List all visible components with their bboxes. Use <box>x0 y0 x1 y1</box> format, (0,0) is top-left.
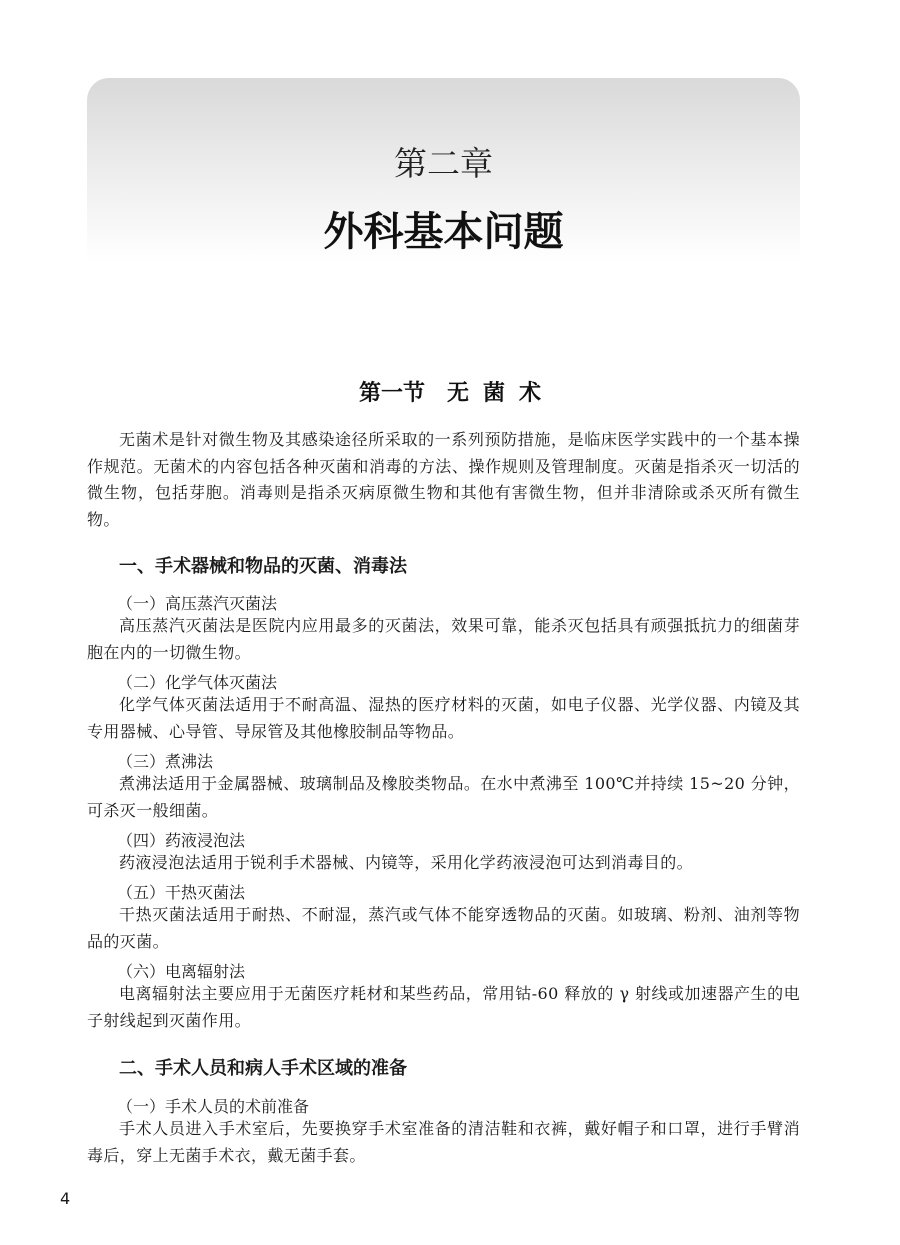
subsection-heading: （一）手术人员的术前准备 <box>117 1097 310 1116</box>
subsection-text: 手术人员进入手术室后，先要换穿手术室准备的清洁鞋和衣裤，戴好帽子和口罩，进行手臂消毒后，穿上无菌手术衣，戴无菌手套。 <box>87 1119 800 1165</box>
subsection-text: 干热灭菌法适用于耐热、不耐湿，蒸汽或气体不能穿透物品的灭菌。如玻璃、粉剂、油剂等物品的灭菌。 <box>87 905 800 951</box>
chapter-banner <box>87 78 800 263</box>
section-title-char-2: 菌 <box>483 381 506 406</box>
subsection-heading: （四）药液浸泡法 <box>117 831 246 850</box>
subsection-text: 高压蒸汽灭菌法是医院内应用最多的灭菌法，效果可靠，能杀灭包括具有顽强抵抗力的细菌芽胞在内的一切微生物。 <box>87 616 800 662</box>
subsection-text: 煮沸法适用于金属器械、玻璃制品及橡胶类物品。在水中煮沸至 100℃并持续 15~20 分钟，可杀灭一般细菌。 <box>87 774 800 820</box>
subsection-text: 药液浸泡法适用于锐利手术器械、内镜等，采用化学药液浸泡可达到消毒目的。 <box>119 853 694 872</box>
section-number: 第一节 <box>358 381 425 406</box>
section-title-char-3: 术 <box>519 381 542 406</box>
subsection-heading: （五）干热灭菌法 <box>117 883 246 902</box>
subsection-heading: （二）化学气体灭菌法 <box>117 673 278 692</box>
part1-heading: 一、手术器械和物品的灭菌、消毒法 <box>119 556 407 577</box>
subsection-heading: （一）高压蒸汽灭菌法 <box>117 594 278 613</box>
subsection-text: 化学气体灭菌法适用于不耐高温、湿热的医疗材料的灭菌，如电子仪器、光学仪器、内镜及其专用器械、心导管、导尿管及其他橡胶制品等物品。 <box>87 695 800 741</box>
subsection-text: 电离辐射法主要应用于无菌医疗耗材和某些药品，常用钴-60 释放的 γ 射线或加速器产生的电子射线起到灭菌作用。 <box>87 984 800 1030</box>
part2-heading: 二、手术人员和病人手术区域的准备 <box>119 1058 407 1079</box>
chapter-title: 外科基本问题 <box>323 209 564 255</box>
subsection-heading: （六）电离辐射法 <box>117 962 246 981</box>
section-title <box>0 376 900 407</box>
page-number: 4 <box>60 1189 71 1208</box>
intro-paragraph: 无菌术是针对微生物及其感染途径所采取的一系列预防措施，是临床医学实践中的一个基本操作规范。无菌术的内容包括各种灭菌和消毒的方法、操作规则及管理制度。灭菌是指杀灭一切活的微生物，包括芽胞。消毒则是指杀灭病原微生物和其他有害微生物，但并非清除或杀灭所有微生物。 <box>87 430 800 529</box>
subsection-heading: （三）煮沸法 <box>117 752 214 771</box>
section-title-char-1: 无 <box>446 381 469 406</box>
chapter-number: 第二章 <box>394 144 493 183</box>
